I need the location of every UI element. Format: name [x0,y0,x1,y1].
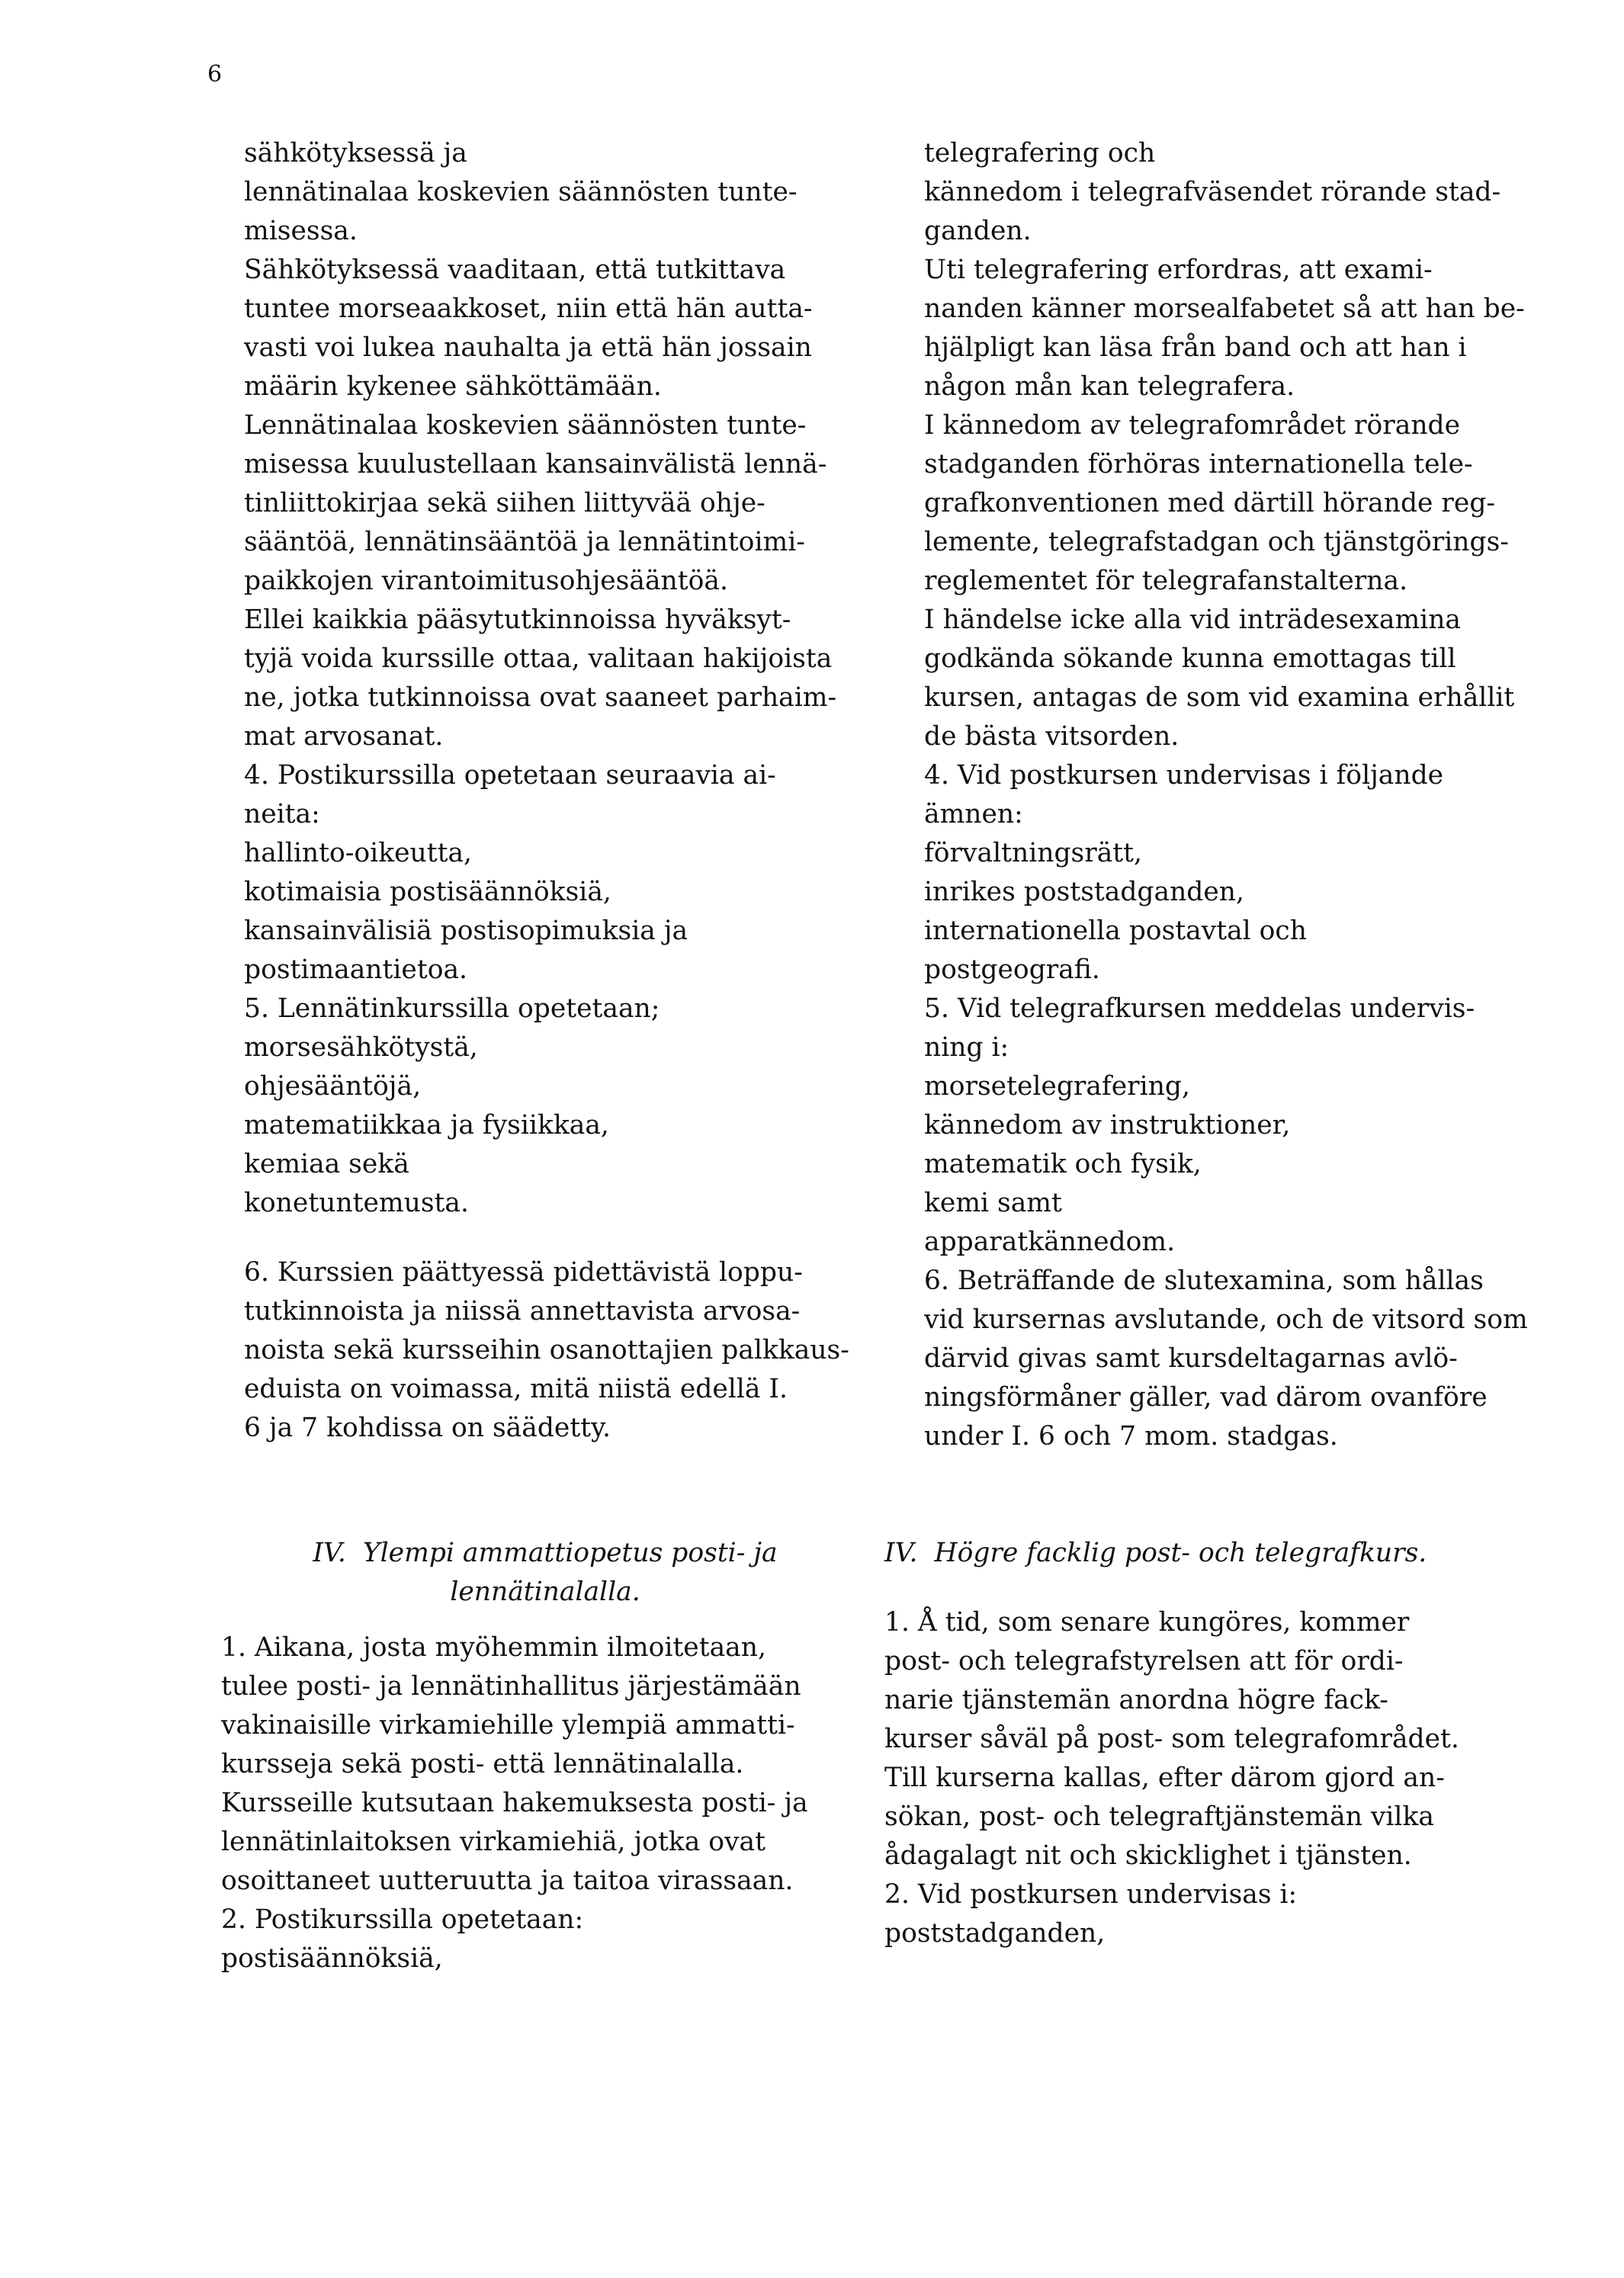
text-line: kemi samt [924,1188,1062,1218]
text-line: inrikes poststadganden, [924,877,1244,907]
text-line: sökan, post- och telegraftjänstemän vilka [884,1802,1434,1832]
text-line: telegrafering och [924,138,1156,168]
text-line: hallinto-oikeutta, [244,838,473,868]
text-line: poststadganden, [884,1918,1106,1949]
text-line: I kännedom av telegrafområdet rörande [924,410,1461,441]
text-line: Kursseille kutsutaan hakemuksesta posti- ja [221,1788,808,1818]
text-line: 2. Postikurssilla opetetaan: [221,1904,584,1935]
text-line: mat arvosanat. [244,721,444,752]
text-line: 6. Kurssien päättyessä pidettävistä loppu- [244,1257,803,1288]
text-line: ne, jotka tutkinnoissa ovat saaneet parhaim- [244,682,837,713]
text-line: misessa kuulustellaan kansainvälistä lennä- [244,449,827,480]
page-number: 6 [207,61,223,88]
text-line: post- och telegrafstyrelsen att för ordi- [884,1646,1404,1676]
heading-text: Högre facklig post- och telegrafkurs. [934,1538,1427,1568]
text-line: ningsförmåner gäller, vad därom ovanföre [924,1382,1488,1413]
section-numeral: IV. [313,1538,346,1568]
text-line: vasti voi lukea nauhalta ja että hän jossain [244,332,812,363]
section-numeral: IV. [884,1538,918,1568]
text-line: ganden. [924,216,1032,246]
text-line: lennätinlaitoksen virkamiehiä, jotka ovat [221,1827,765,1857]
text-line: postgeografi. [924,955,1100,985]
section-gap [206,1223,854,1253]
text-line: ådagalagt nit och skicklighet i tjänsten. [884,1840,1412,1871]
text-line: hjälpligt kan läsa från band och att han i [924,332,1467,363]
text-line: 5. Lennätinkurssilla opetetaan; [244,993,660,1024]
text-line: ämnen: [924,799,1023,829]
text-line: lennätinalaa koskevien säännösten tunte- [244,177,798,207]
text-line: kemiaa sekä [244,1149,409,1179]
text-line: 2. Vid postkursen undervisas i: [884,1879,1298,1910]
text-line: lemente, telegrafstadgan och tjänstgörings- [924,527,1509,557]
text-line: 4. Postikurssilla opetetaan seuraavia ai- [244,760,776,791]
text-line: neita: [244,799,320,829]
text-line: apparatkännedom. [924,1227,1176,1257]
text-line: 5. Vid telegrafkursen meddelas undervis- [924,993,1475,1024]
text-line: stadganden förhöras internationella tele- [924,449,1473,480]
text-line: 1. Å tid, som senare kungöres, kommer [884,1607,1410,1638]
heading-line [221,1534,869,1573]
text-line: narie tjänstemän anordna högre fack- [884,1685,1388,1715]
heading-text: Ylempi ammattiopetus posti- ja [362,1538,778,1568]
text-line: Till kurserna kallas, efter därom gjord an- [884,1763,1445,1793]
section-heading [884,1534,1517,1573]
text-line: paikkojen virantoimitusohjesääntöä. [244,566,728,596]
text-line: tuntee morseaakkoset, niin että hän autta- [244,294,813,324]
text-line: Uti telegrafering erfordras, att exami- [924,255,1433,285]
text-line: någon mån kan telegrafera. [924,371,1295,402]
text-line: Lennätinalaa koskevien säännösten tunte- [244,410,807,441]
text-line: 4. Vid postkursen undervisas i följande [924,760,1444,791]
section-gap [884,1573,1517,1603]
text-line: internationella postavtal och [924,916,1307,946]
text-line: sääntöä, lennätinsääntöä ja lennätintoimi- [244,527,805,557]
text-line: förvaltningsrätt, [924,838,1143,868]
text-line: 6. Beträffande de slutexamina, som hållas [924,1266,1484,1296]
text-line: 1. Aikana, josta myöhemmin ilmoitetaan, [221,1632,766,1663]
text-line: kännedom av instruktioner, [924,1110,1291,1141]
heading-line: lennätinalalla. [450,1577,640,1607]
text-line: noista sekä kursseihin osanottajien palkkaus- [244,1335,849,1365]
text-line: vakinaisille virkamiehille ylempiä ammatti- [221,1710,795,1741]
section-gap [221,1612,869,1628]
text-line: Ellei kaikkia pääsytutkinnoissa hyväksyt- [244,605,791,635]
text-line: kurser såväl på post- som telegrafområdet. [884,1724,1459,1754]
swedish-section-iv [884,1534,1517,1953]
text-line: postimaantietoa. [244,955,468,985]
text-line: grafkonventionen med därtill hörande reg- [924,488,1496,518]
text-line: osoittaneet uutteruutta ja taitoa virassaan. [221,1866,794,1896]
text-line: I händelse icke alla vid inträdesexamina [924,605,1461,635]
text-line: tinliittokirjaa sekä siihen liittyvää ohje- [244,488,765,518]
text-line: ohjesääntöjä, [244,1071,422,1102]
text-line: Sähkötyksessä vaaditaan, että tutkittava [244,255,786,285]
text-line: ning i: [924,1032,1009,1063]
text-line: nanden känner morsealfabetet så att han be- [924,294,1525,324]
text-line: kursseja sekä posti- että lennätinalalla. [221,1749,744,1779]
text-line: vid kursernas avslutande, och de vitsord som [924,1304,1528,1335]
text-line: kansainvälisiä postisopimuksia ja [244,916,688,946]
text-line: konetuntemusta. [244,1188,469,1218]
text-line: morsetelegrafering, [924,1071,1190,1102]
text-line: tulee posti- ja lennätinhallitus järjestämään [221,1671,801,1702]
text-line: kursen, antagas de som vid examina erhållit [924,682,1515,713]
finnish-column-top [206,134,854,1448]
heading-line [884,1534,1517,1573]
text-line: reglementet för telegrafanstalterna. [924,566,1408,596]
text-line: godkända sökande kunna emottagas till [924,643,1456,674]
text-line: därvid givas samt kursdeltagarnas avlö- [924,1343,1458,1374]
text-line: 6 ja 7 kohdissa on säädetty. [244,1413,611,1443]
text-line: eduista on voimassa, mitä niistä edellä I. [244,1374,788,1404]
text-line: postisäännöksiä, [221,1943,443,1974]
text-line: kotimaisia postisäännöksiä, [244,877,611,907]
section-heading [221,1534,869,1612]
text-line: misessa. [244,216,358,246]
text-line: määrin kykenee sähköttämään. [244,371,662,402]
text-line: kännedom i telegrafväsendet rörande stad- [924,177,1501,207]
text-line: morsesähkötystä, [244,1032,478,1063]
swedish-column-top [884,134,1528,1456]
text-line: tyjä voida kurssille ottaa, valitaan hakijoista [244,643,833,674]
text-line: sähkötyksessä ja [244,138,467,168]
text-line: under I. 6 och 7 mom. stadgas. [924,1421,1338,1452]
text-line: tutkinnoista ja niissä annettavista arvosa- [244,1296,801,1327]
finnish-section-iv [221,1534,869,1978]
text-line: de bästa vitsorden. [924,721,1179,752]
text-line: matematik och fysik, [924,1149,1202,1179]
text-line: matematiikkaa ja fysiikkaa, [244,1110,609,1141]
